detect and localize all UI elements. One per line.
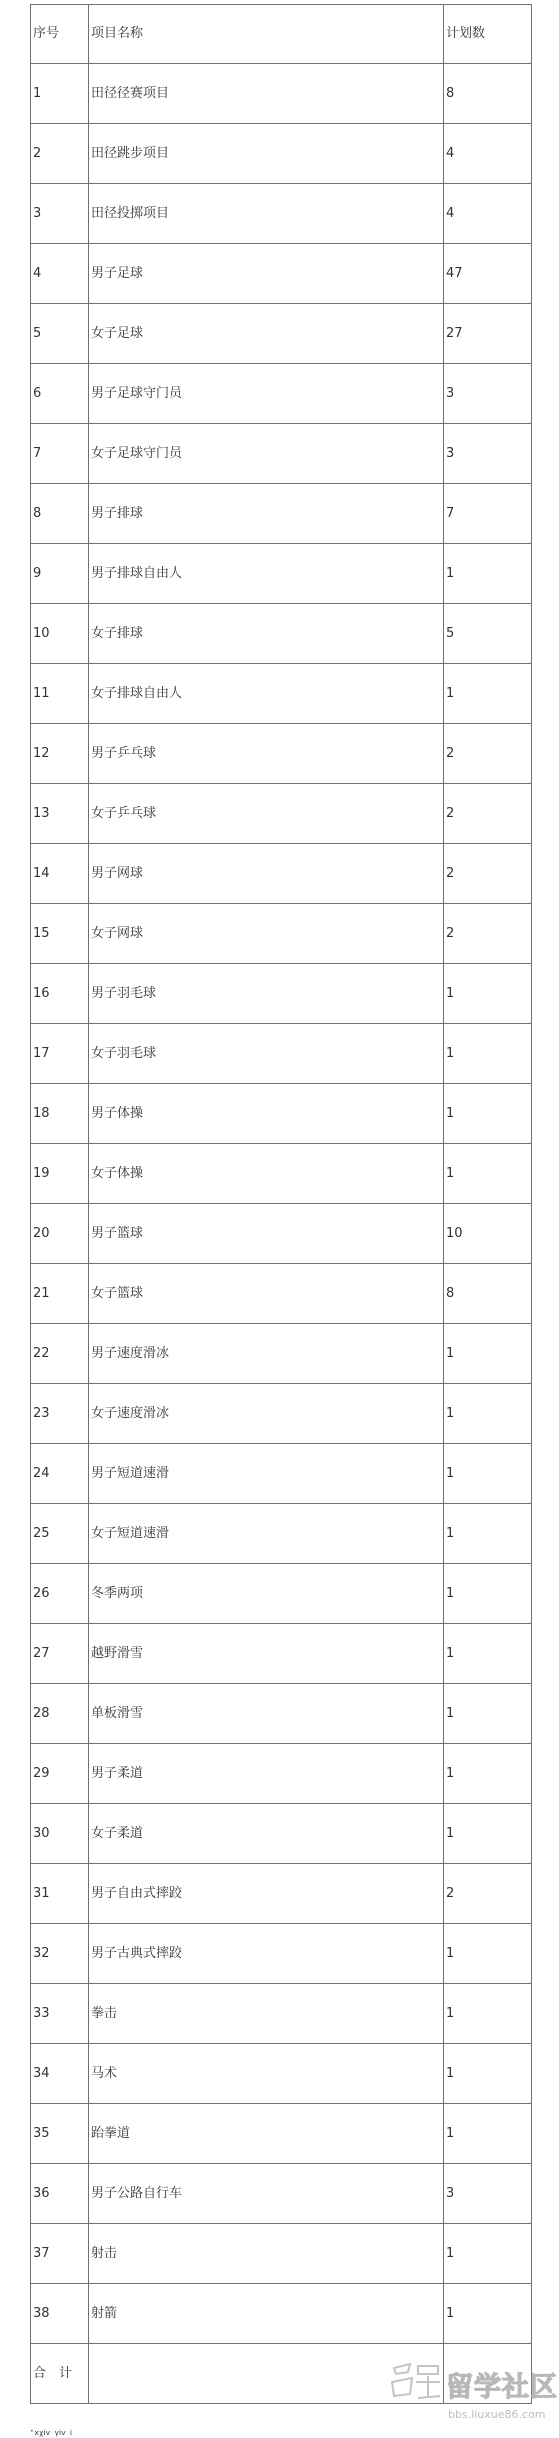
row-index-cell: 4 — [31, 244, 89, 304]
table-row — [31, 1264, 532, 1324]
row-index-cell: 12 — [31, 724, 89, 784]
row-name-cell: 男子排球 — [89, 484, 444, 544]
table-row — [31, 724, 532, 784]
row-name-cell: 男子排球自由人 — [89, 544, 444, 604]
row-count-cell: 1 — [444, 1084, 532, 1144]
row-count-cell: 1 — [444, 1444, 532, 1504]
table-row — [31, 1624, 532, 1684]
table-row — [31, 424, 532, 484]
table-row — [31, 844, 532, 904]
row-name-cell: 男子柔道 — [89, 1744, 444, 1804]
row-name-cell: 男子足球守门员 — [89, 364, 444, 424]
row-count-cell: 1 — [444, 2284, 532, 2344]
table-row — [31, 1684, 532, 1744]
row-name-cell: 射击 — [89, 2224, 444, 2284]
row-index-cell: 25 — [31, 1504, 89, 1564]
row-count-cell: 47 — [444, 244, 532, 304]
row-count-cell: 1 — [444, 1504, 532, 1564]
row-count-cell: 1 — [444, 1624, 532, 1684]
row-count-cell: 1 — [444, 1984, 532, 2044]
table-row — [31, 2284, 532, 2344]
row-count-cell: 1 — [444, 1384, 532, 1444]
row-count-cell: 1 — [444, 1924, 532, 1984]
watermark-text: 留学社区 — [446, 2372, 558, 2403]
row-count-cell: 10 — [444, 1204, 532, 1264]
row-count-cell: 2 — [444, 844, 532, 904]
row-name-cell: 男子古典式摔跤 — [89, 1924, 444, 1984]
row-index-cell: 5 — [31, 304, 89, 364]
table-row — [31, 2044, 532, 2104]
row-index-cell: 10 — [31, 604, 89, 664]
row-count-cell: 27 — [444, 304, 532, 364]
table-row — [31, 1084, 532, 1144]
table-row — [31, 2164, 532, 2224]
table-row — [31, 1144, 532, 1204]
row-index-cell: 37 — [31, 2224, 89, 2284]
row-name-cell: 女子乒乓球 — [89, 784, 444, 844]
footer-text: ·ₓᵪᵢᵥ ᵧᵢᵥ ᵢ — [30, 2424, 73, 2438]
row-name-cell: 越野滑雪 — [89, 1624, 444, 1684]
row-count-cell: 8 — [444, 64, 532, 124]
table-row — [31, 1384, 532, 1444]
watermark-url: bbs.liuxue86.com — [448, 2408, 546, 2421]
row-index-cell: 23 — [31, 1384, 89, 1444]
table-row — [31, 2224, 532, 2284]
row-index-cell: 31 — [31, 1864, 89, 1924]
row-name-cell: 射箭 — [89, 2284, 444, 2344]
row-index-cell: 26 — [31, 1564, 89, 1624]
row-count-cell: 1 — [444, 544, 532, 604]
table-row — [31, 664, 532, 724]
row-name-cell: 单板滑雪 — [89, 1684, 444, 1744]
total-label: 合 计 — [31, 2344, 89, 2404]
row-name-cell: 男子足球 — [89, 244, 444, 304]
row-count-cell: 1 — [444, 2044, 532, 2104]
row-count-cell: 1 — [444, 1024, 532, 1084]
row-count-cell: 1 — [444, 2104, 532, 2164]
table-row — [31, 184, 532, 244]
row-count-cell: 1 — [444, 1564, 532, 1624]
row-index-cell: 34 — [31, 2044, 89, 2104]
table-row — [31, 1924, 532, 1984]
table-row — [31, 1744, 532, 1804]
row-name-cell: 田径跳步项目 — [89, 124, 444, 184]
row-index-cell: 30 — [31, 1804, 89, 1864]
row-index-cell: 17 — [31, 1024, 89, 1084]
row-count-cell: 7 — [444, 484, 532, 544]
row-index-cell: 9 — [31, 544, 89, 604]
row-count-cell: 1 — [444, 1804, 532, 1864]
table-row — [31, 1864, 532, 1924]
table-row — [31, 784, 532, 844]
row-index-cell: 33 — [31, 1984, 89, 2044]
row-index-cell: 7 — [31, 424, 89, 484]
row-index-cell: 19 — [31, 1144, 89, 1204]
watermark-logo — [388, 2360, 558, 2426]
row-name-cell: 男子公路自行车 — [89, 2164, 444, 2224]
row-count-cell: 1 — [444, 1684, 532, 1744]
table-body — [31, 5, 532, 2404]
table-row — [31, 1204, 532, 1264]
row-name-cell: 跆拳道 — [89, 2104, 444, 2164]
row-count-cell: 1 — [444, 2224, 532, 2284]
row-index-cell: 14 — [31, 844, 89, 904]
row-name-cell: 女子网球 — [89, 904, 444, 964]
row-count-cell: 3 — [444, 424, 532, 484]
table-row — [31, 124, 532, 184]
table-row — [31, 364, 532, 424]
row-count-cell: 5 — [444, 604, 532, 664]
table-row — [31, 964, 532, 1024]
row-index-cell: 2 — [31, 124, 89, 184]
row-index-cell: 35 — [31, 2104, 89, 2164]
row-index-cell: 3 — [31, 184, 89, 244]
row-name-cell: 田径径赛项目 — [89, 64, 444, 124]
row-name-cell: 女子短道速滑 — [89, 1504, 444, 1564]
table-row — [31, 1504, 532, 1564]
row-name-cell: 田径投掷项目 — [89, 184, 444, 244]
row-name-cell: 男子网球 — [89, 844, 444, 904]
plan-table — [30, 4, 532, 2404]
row-name-cell: 女子篮球 — [89, 1264, 444, 1324]
table-row — [31, 544, 532, 604]
row-name-cell: 冬季两项 — [89, 1564, 444, 1624]
row-count-cell: 1 — [444, 1744, 532, 1804]
row-name-cell: 女子体操 — [89, 1144, 444, 1204]
row-count-cell: 3 — [444, 364, 532, 424]
row-index-cell: 8 — [31, 484, 89, 544]
row-index-cell: 20 — [31, 1204, 89, 1264]
row-count-cell: 8 — [444, 1264, 532, 1324]
table-row — [31, 244, 532, 304]
table-row — [31, 1444, 532, 1504]
table-row — [31, 1564, 532, 1624]
row-count-cell: 2 — [444, 1864, 532, 1924]
row-name-cell: 女子羽毛球 — [89, 1024, 444, 1084]
row-name-cell: 女子足球 — [89, 304, 444, 364]
row-name-cell: 女子排球自由人 — [89, 664, 444, 724]
row-index-cell: 32 — [31, 1924, 89, 1984]
row-index-cell: 36 — [31, 2164, 89, 2224]
row-count-cell: 4 — [444, 124, 532, 184]
row-name-cell: 男子羽毛球 — [89, 964, 444, 1024]
row-name-cell: 男子体操 — [89, 1084, 444, 1144]
table-row — [31, 484, 532, 544]
table-row — [31, 904, 532, 964]
row-name-cell: 拳击 — [89, 1984, 444, 2044]
row-count-cell: 2 — [444, 904, 532, 964]
header-index: 序号 — [31, 5, 89, 64]
table-row — [31, 304, 532, 364]
row-count-cell: 4 — [444, 184, 532, 244]
row-index-cell: 21 — [31, 1264, 89, 1324]
row-index-cell: 11 — [31, 664, 89, 724]
row-index-cell: 13 — [31, 784, 89, 844]
table-row — [31, 64, 532, 124]
row-index-cell: 22 — [31, 1324, 89, 1384]
row-index-cell: 18 — [31, 1084, 89, 1144]
row-name-cell: 男子篮球 — [89, 1204, 444, 1264]
row-name-cell: 男子乒乓球 — [89, 724, 444, 784]
row-index-cell: 28 — [31, 1684, 89, 1744]
row-name-cell: 男子短道速滑 — [89, 1444, 444, 1504]
row-count-cell: 1 — [444, 964, 532, 1024]
row-name-cell: 女子排球 — [89, 604, 444, 664]
table-row — [31, 604, 532, 664]
row-count-cell: 2 — [444, 724, 532, 784]
header-name: 项目名称 — [89, 5, 444, 64]
row-index-cell: 29 — [31, 1744, 89, 1804]
row-index-cell: 24 — [31, 1444, 89, 1504]
row-count-cell: 2 — [444, 784, 532, 844]
row-count-cell: 1 — [444, 664, 532, 724]
row-index-cell: 38 — [31, 2284, 89, 2344]
row-name-cell: 男子自由式摔跤 — [89, 1864, 444, 1924]
table-header-row — [31, 5, 532, 64]
row-name-cell: 女子速度滑冰 — [89, 1384, 444, 1444]
row-name-cell: 女子柔道 — [89, 1804, 444, 1864]
row-index-cell: 6 — [31, 364, 89, 424]
row-name-cell: 女子足球守门员 — [89, 424, 444, 484]
row-name-cell: 马术 — [89, 2044, 444, 2104]
row-name-cell: 男子速度滑冰 — [89, 1324, 444, 1384]
row-count-cell: 1 — [444, 1144, 532, 1204]
table-row — [31, 1804, 532, 1864]
row-index-cell: 27 — [31, 1624, 89, 1684]
table-row — [31, 1984, 532, 2044]
row-index-cell: 1 — [31, 64, 89, 124]
table-row — [31, 1024, 532, 1084]
table-row — [31, 1324, 532, 1384]
row-index-cell: 16 — [31, 964, 89, 1024]
table-row — [31, 2104, 532, 2164]
row-count-cell: 3 — [444, 2164, 532, 2224]
row-count-cell: 1 — [444, 1324, 532, 1384]
row-index-cell: 15 — [31, 904, 89, 964]
header-count: 计划数 — [444, 5, 532, 64]
